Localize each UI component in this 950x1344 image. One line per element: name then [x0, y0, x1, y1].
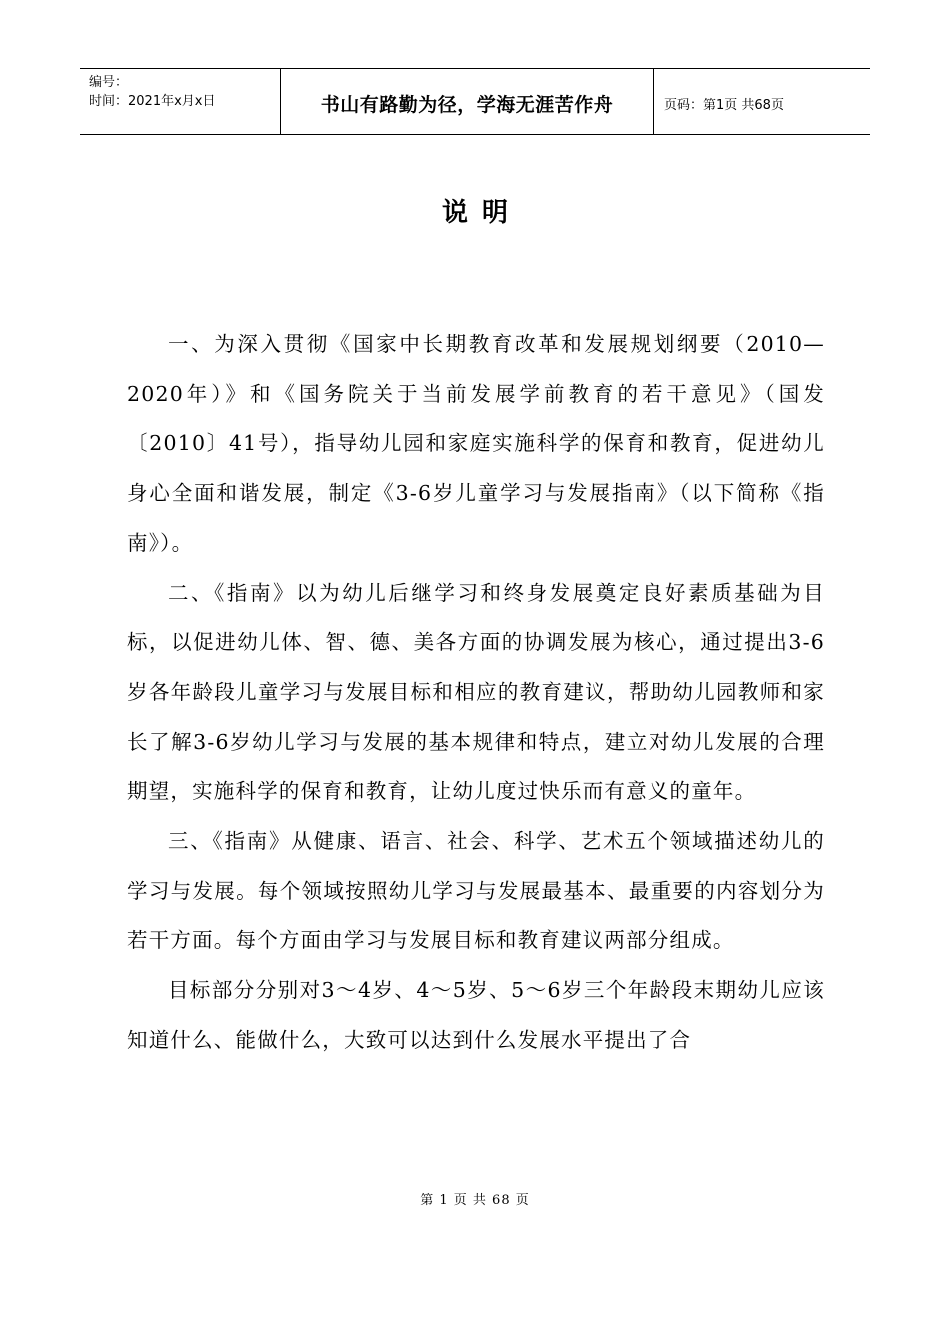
- document-time-label: 时间：2021年x月x日: [89, 94, 216, 109]
- document-body: [127, 320, 825, 1066]
- page-footer: 第 1 页 共 68 页: [420, 1193, 530, 1208]
- document-number-label: 编号：: [89, 75, 129, 90]
- header-page-info: 页码：第1页 共68页: [664, 98, 784, 113]
- header-meta: [80, 69, 281, 134]
- paragraph-4: 目标部分分别对3～4岁、4～5岁、5～6岁三个年龄段末期幼儿应该知道什么、能做什么，大致可以达到什么发展水平提出了合: [127, 978, 825, 1052]
- document-title: 说明: [441, 198, 522, 228]
- header-motto: 书山有路勤为径，学海无涯苦作舟: [281, 69, 654, 134]
- paragraph-3: 三、《指南》从健康、语言、社会、科学、艺术五个领域描述幼儿的学习与发展。每个领域按照幼儿学习与发展最基本、最重要的内容划分为若干方面。每个方面由学习与发展目标和教育建议两部分组成。: [127, 829, 825, 953]
- page-header: [80, 68, 870, 135]
- paragraph-1: 一、为深入贯彻《国家中长期教育改革和发展规划纲要（2010—2020年）》和《国务院关于当前发展学前教育的若干意见》（国发〔2010〕41号），指导幼儿园和家庭实施科学的保育和教育，促进幼儿身心全面和谐发展，制定《3-6岁儿童学习与发展指南》（以下简称《指南》）。: [127, 332, 825, 555]
- paragraph-2: 二、《指南》以为幼儿后继学习和终身发展奠定良好素质基础为目标，以促进幼儿体、智、德、美各方面的协调发展为核心，通过提出3-6岁各年龄段儿童学习与发展目标和相应的教育建议，帮助幼儿园教师和家长了解3-6岁幼儿学习与发展的基本规律和特点，建立对幼儿发展的合理期望，实施科学的保育和教育，让幼儿度过快乐而有意义的童年。: [127, 580, 825, 804]
